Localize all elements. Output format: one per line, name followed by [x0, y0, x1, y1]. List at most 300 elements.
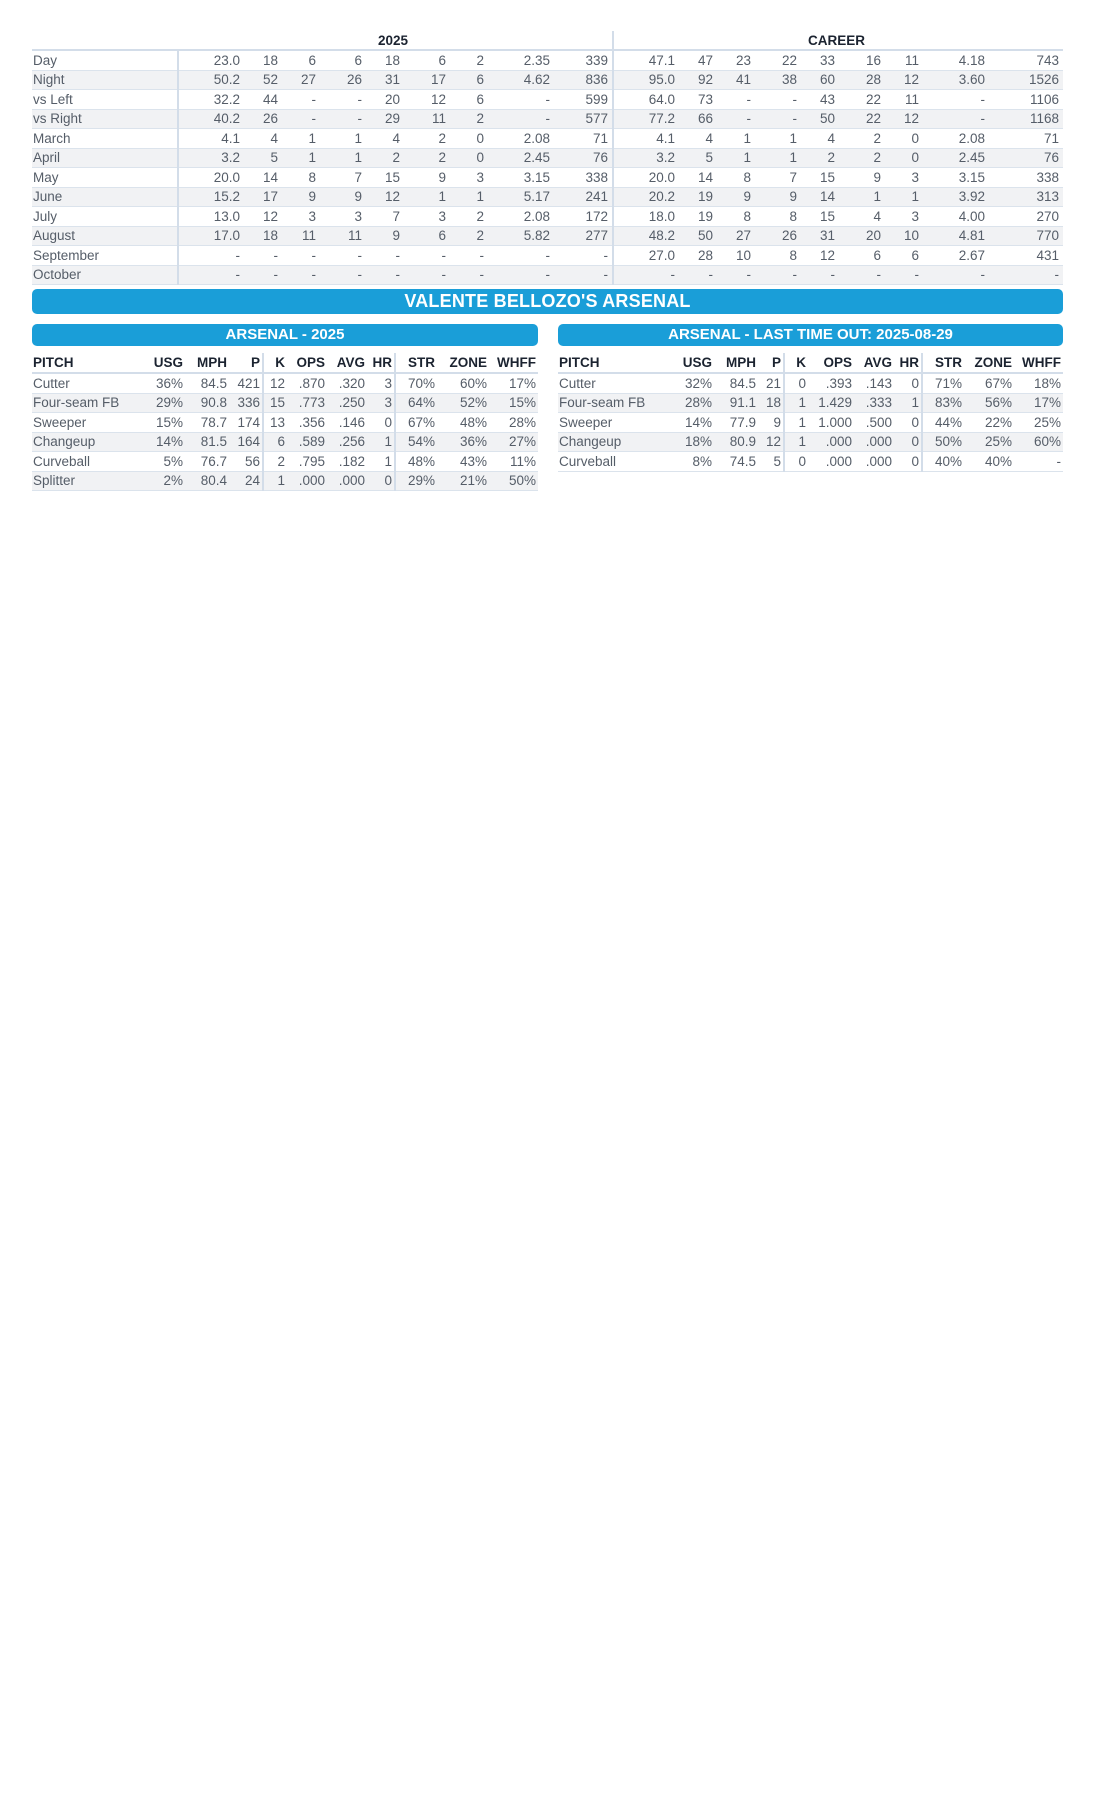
pitch-stat: .250: [327, 393, 367, 413]
stat-cell-2025: 9: [320, 187, 366, 207]
stat-cell-2025: 40.2: [178, 109, 244, 129]
stat-cell-2025: 7: [320, 168, 366, 188]
stat-cell-career: -: [923, 265, 989, 285]
stat-cell-career: 18.0: [613, 207, 679, 227]
pitch-stat: 1: [263, 471, 287, 491]
stat-cell-career: -: [989, 265, 1063, 285]
column-header: STR: [395, 353, 437, 373]
stat-cell-career: -: [755, 265, 801, 285]
pitch-stat: 1: [784, 432, 808, 452]
stat-cell-2025: 3: [282, 207, 320, 227]
stat-cell-2025: 6: [320, 50, 366, 70]
stat-cell-career: 7: [755, 168, 801, 188]
arsenal-season-table: [32, 353, 538, 491]
stat-cell-career: 3: [885, 168, 923, 188]
column-header: AVG: [327, 353, 367, 373]
split-row: [32, 187, 1063, 207]
splits-header-row: [32, 31, 1063, 50]
stat-cell-2025: 8: [282, 168, 320, 188]
stat-cell-2025: 52: [244, 70, 282, 90]
pitch-stat: 80.4: [185, 471, 229, 491]
pitch-row: [32, 393, 538, 413]
split-label: March: [32, 129, 178, 149]
stat-cell-career: 4.18: [923, 50, 989, 70]
arsenal-banner: VALENTE BELLOZO'S ARSENAL: [32, 289, 1063, 314]
stat-cell-career: 19: [679, 187, 717, 207]
stat-cell-career: 1168: [989, 109, 1063, 129]
stat-cell-2025: -: [320, 90, 366, 110]
pitch-stat: 15%: [489, 393, 538, 413]
stat-cell-2025: 18: [366, 50, 404, 70]
stat-cell-2025: 17: [244, 187, 282, 207]
stat-cell-2025: 27: [282, 70, 320, 90]
stat-cell-career: 26: [755, 226, 801, 246]
pitch-stat: 1: [367, 432, 395, 452]
pitch-stat: 32%: [674, 373, 714, 393]
stat-cell-2025: 18: [244, 226, 282, 246]
pitch-stat: 71%: [922, 373, 964, 393]
group-header-2025: 2025: [178, 31, 613, 50]
stat-cell-2025: -: [282, 90, 320, 110]
stat-cell-2025: -: [320, 246, 366, 266]
stat-cell-2025: -: [320, 109, 366, 129]
stat-cell-career: -: [717, 265, 755, 285]
pitch-stat: 48%: [437, 413, 489, 433]
stat-cell-career: 20.2: [613, 187, 679, 207]
pitch-stat: 28%: [674, 393, 714, 413]
stat-cell-2025: 1: [282, 129, 320, 149]
stat-cell-career: 38: [755, 70, 801, 90]
pitch-stat: 91.1: [714, 393, 758, 413]
stat-cell-career: 770: [989, 226, 1063, 246]
pitch-stat: .000: [808, 432, 854, 452]
split-row: [32, 129, 1063, 149]
stat-cell-career: -: [717, 109, 755, 129]
column-header: K: [263, 353, 287, 373]
split-row: [32, 148, 1063, 168]
stat-cell-2025: 4.1: [178, 129, 244, 149]
pitch-stat: 0: [894, 432, 922, 452]
pitch-stat: 18%: [674, 432, 714, 452]
pitch-stat: 12: [263, 373, 287, 393]
split-row: [32, 70, 1063, 90]
stat-cell-career: -: [755, 109, 801, 129]
stat-cell-career: 8: [717, 207, 755, 227]
split-label: Night: [32, 70, 178, 90]
stat-cell-career: 4.81: [923, 226, 989, 246]
pitch-row: [558, 432, 1063, 452]
stat-cell-2025: 0: [450, 148, 488, 168]
pitch-stat: .182: [327, 452, 367, 472]
pitch-stat: 0: [894, 413, 922, 433]
stat-cell-2025: -: [450, 246, 488, 266]
column-header: K: [784, 353, 808, 373]
pitch-stat: 60%: [1014, 432, 1063, 452]
stat-cell-career: 313: [989, 187, 1063, 207]
arsenal-last-outing-banner: ARSENAL - LAST TIME OUT: 2025-08-29: [558, 324, 1063, 346]
column-header: HR: [894, 353, 922, 373]
pitch-stat: 36%: [437, 432, 489, 452]
stat-cell-career: 10: [717, 246, 755, 266]
stat-cell-2025: 6: [282, 50, 320, 70]
pitch-stat: 25%: [964, 432, 1014, 452]
pitch-stat: 80.9: [714, 432, 758, 452]
stat-cell-career: 47: [679, 50, 717, 70]
stat-cell-career: 66: [679, 109, 717, 129]
stat-cell-2025: 1: [282, 148, 320, 168]
stat-cell-career: 1526: [989, 70, 1063, 90]
stat-cell-career: 12: [885, 70, 923, 90]
column-header: OPS: [287, 353, 327, 373]
stat-cell-2025: 26: [320, 70, 366, 90]
pitch-stat: 40%: [922, 452, 964, 472]
stat-cell-2025: 3: [320, 207, 366, 227]
pitch-stat: .143: [854, 373, 894, 393]
stat-cell-2025: 6: [450, 90, 488, 110]
stat-cell-2025: 29: [366, 109, 404, 129]
stat-cell-2025: 1: [320, 129, 366, 149]
stat-cell-career: -: [923, 90, 989, 110]
pitch-name: Changeup: [32, 432, 145, 452]
stat-cell-2025: 1: [404, 187, 450, 207]
stat-cell-2025: 71: [554, 129, 613, 149]
stat-cell-2025: 18: [244, 50, 282, 70]
split-row: [32, 50, 1063, 70]
pitch-stat: .773: [287, 393, 327, 413]
stat-cell-career: 71: [989, 129, 1063, 149]
column-header: OPS: [808, 353, 854, 373]
stat-cell-2025: 17: [404, 70, 450, 90]
pitch-stat: 1: [784, 393, 808, 413]
pitch-stat: 36%: [145, 373, 185, 393]
pitch-stat: .000: [327, 471, 367, 491]
stat-cell-career: 8: [755, 207, 801, 227]
pitch-stat: .000: [854, 432, 894, 452]
stat-cell-2025: 2.35: [488, 50, 554, 70]
stat-cell-2025: 3: [450, 168, 488, 188]
stat-cell-career: -: [755, 90, 801, 110]
stat-cell-career: -: [839, 265, 885, 285]
stat-cell-2025: -: [366, 246, 404, 266]
stat-cell-career: 1: [885, 187, 923, 207]
pitch-stat: 84.5: [185, 373, 229, 393]
stat-cell-career: 2.45: [923, 148, 989, 168]
split-label: April: [32, 148, 178, 168]
pitch-stat: 0: [784, 452, 808, 472]
stat-cell-career: 12: [885, 109, 923, 129]
pitch-stat: 83%: [922, 393, 964, 413]
stat-cell-career: 10: [885, 226, 923, 246]
pitch-stat: 22%: [964, 413, 1014, 433]
column-header: MPH: [185, 353, 229, 373]
splits-table: [32, 31, 1063, 285]
pitch-stat: 25%: [1014, 413, 1063, 433]
pitch-row: [558, 393, 1063, 413]
stat-cell-career: 8: [755, 246, 801, 266]
pitch-stat: .870: [287, 373, 327, 393]
stat-cell-career: 76: [989, 148, 1063, 168]
stat-cell-career: 14: [801, 187, 839, 207]
split-row: [32, 265, 1063, 285]
pitch-name: Four-seam FB: [558, 393, 674, 413]
pitch-stat: 3: [367, 373, 395, 393]
stat-cell-2025: 2.08: [488, 207, 554, 227]
pitch-stat: 164: [229, 432, 263, 452]
stat-cell-2025: -: [244, 246, 282, 266]
pitch-stat: 5%: [145, 452, 185, 472]
stat-cell-career: 1: [755, 148, 801, 168]
stat-cell-career: 9: [839, 168, 885, 188]
stat-cell-2025: 12: [404, 90, 450, 110]
stat-cell-career: 4: [801, 129, 839, 149]
pitch-stat: 1.429: [808, 393, 854, 413]
column-header: P: [758, 353, 784, 373]
stat-cell-career: 2: [801, 148, 839, 168]
pitch-stat: 2: [263, 452, 287, 472]
stat-cell-2025: 76: [554, 148, 613, 168]
stat-cell-2025: 4: [366, 129, 404, 149]
stat-cell-2025: -: [554, 246, 613, 266]
stat-cell-2025: 6: [404, 226, 450, 246]
stat-cell-2025: 14: [244, 168, 282, 188]
pitch-stat: 43%: [437, 452, 489, 472]
stat-cell-career: 4: [839, 207, 885, 227]
stat-cell-2025: 241: [554, 187, 613, 207]
stat-cell-2025: -: [178, 246, 244, 266]
pitch-stat: .333: [854, 393, 894, 413]
stat-cell-2025: 9: [282, 187, 320, 207]
pitch-stat: 14%: [674, 413, 714, 433]
pitch-stat: 13: [263, 413, 287, 433]
stat-cell-career: 1: [717, 148, 755, 168]
stat-cell-2025: 6: [404, 50, 450, 70]
stat-cell-2025: -: [320, 265, 366, 285]
pitch-stat: .500: [854, 413, 894, 433]
stat-cell-career: 43: [801, 90, 839, 110]
stat-cell-career: 0: [885, 129, 923, 149]
stat-cell-2025: 31: [366, 70, 404, 90]
stat-cell-career: 22: [839, 90, 885, 110]
stat-cell-2025: -: [404, 246, 450, 266]
stat-cell-2025: -: [282, 265, 320, 285]
stat-cell-career: 3.92: [923, 187, 989, 207]
stat-cell-2025: 5: [244, 148, 282, 168]
column-header: MPH: [714, 353, 758, 373]
stat-cell-career: 3.2: [613, 148, 679, 168]
pitch-stat: 50%: [489, 471, 538, 491]
pitch-stat: 14%: [145, 432, 185, 452]
column-header: USG: [145, 353, 185, 373]
pitch-stat: .320: [327, 373, 367, 393]
stat-cell-career: 28: [679, 246, 717, 266]
stat-cell-career: 14: [679, 168, 717, 188]
column-header: USG: [674, 353, 714, 373]
pitch-stat: 0: [894, 452, 922, 472]
stat-cell-2025: -: [450, 265, 488, 285]
stat-cell-career: 60: [801, 70, 839, 90]
stat-cell-career: 11: [885, 90, 923, 110]
pitch-stat: 0: [367, 413, 395, 433]
stat-cell-2025: 2: [450, 207, 488, 227]
stat-cell-2025: 0: [450, 129, 488, 149]
arsenal-last-table: [558, 353, 1063, 472]
stat-cell-2025: 9: [404, 168, 450, 188]
pitch-stat: 84.5: [714, 373, 758, 393]
pitch-stat: 64%: [395, 393, 437, 413]
pitch-name: Changeup: [558, 432, 674, 452]
pitch-stat: 27%: [489, 432, 538, 452]
stat-cell-career: 31: [801, 226, 839, 246]
pitch-stat: 6: [263, 432, 287, 452]
stat-cell-career: -: [679, 265, 717, 285]
stat-cell-2025: 277: [554, 226, 613, 246]
stat-cell-2025: 7: [366, 207, 404, 227]
pitch-stat: 24: [229, 471, 263, 491]
stat-cell-career: 22: [839, 109, 885, 129]
stat-cell-career: 2: [839, 129, 885, 149]
pitch-stat: 56: [229, 452, 263, 472]
stat-cell-2025: 836: [554, 70, 613, 90]
pitch-stat: 421: [229, 373, 263, 393]
split-row: [32, 246, 1063, 266]
pitch-stat: .000: [287, 471, 327, 491]
stat-cell-2025: 17.0: [178, 226, 244, 246]
stat-cell-2025: -: [488, 109, 554, 129]
stat-cell-2025: 1: [320, 148, 366, 168]
stat-cell-career: 28: [839, 70, 885, 90]
pitch-stat: 5: [758, 452, 784, 472]
pitch-stat: 40%: [964, 452, 1014, 472]
pitch-row: [32, 413, 538, 433]
stat-cell-2025: 5.82: [488, 226, 554, 246]
stat-cell-career: 2.67: [923, 246, 989, 266]
column-header: ZONE: [964, 353, 1014, 373]
stat-cell-2025: -: [488, 246, 554, 266]
pitch-stat: 1: [784, 413, 808, 433]
stat-cell-career: 6: [839, 246, 885, 266]
pitch-name: Curveball: [32, 452, 145, 472]
arsenal-header-row: [558, 353, 1063, 373]
stat-cell-2025: 11: [282, 226, 320, 246]
stat-cell-career: 27.0: [613, 246, 679, 266]
splits-header-blank: [32, 31, 178, 50]
stat-cell-2025: 2: [404, 148, 450, 168]
pitch-stat: 70%: [395, 373, 437, 393]
pitch-stat: 48%: [395, 452, 437, 472]
stat-cell-career: 22: [755, 50, 801, 70]
stat-cell-2025: 9: [366, 226, 404, 246]
stat-cell-career: 0: [885, 148, 923, 168]
pitch-stat: 2%: [145, 471, 185, 491]
stat-cell-2025: -: [282, 246, 320, 266]
stat-cell-career: 11: [885, 50, 923, 70]
stat-cell-2025: -: [404, 265, 450, 285]
stat-cell-2025: 3: [404, 207, 450, 227]
stat-cell-2025: 338: [554, 168, 613, 188]
pitch-name: Cutter: [32, 373, 145, 393]
stat-cell-career: 3: [885, 207, 923, 227]
stat-cell-career: 1106: [989, 90, 1063, 110]
stat-cell-career: 27: [717, 226, 755, 246]
pitch-row: [32, 373, 538, 393]
split-label: vs Left: [32, 90, 178, 110]
stat-cell-2025: 12: [244, 207, 282, 227]
stat-cell-2025: 339: [554, 50, 613, 70]
pitch-stat: 1: [367, 452, 395, 472]
stat-cell-career: 41: [717, 70, 755, 90]
stat-cell-2025: 599: [554, 90, 613, 110]
pitch-stat: 28%: [489, 413, 538, 433]
pitch-stat: .393: [808, 373, 854, 393]
stat-cell-2025: 2.08: [488, 129, 554, 149]
stat-cell-career: 48.2: [613, 226, 679, 246]
stat-cell-career: 50: [801, 109, 839, 129]
pitch-stat: 29%: [395, 471, 437, 491]
stat-cell-2025: 20.0: [178, 168, 244, 188]
pitch-row: [558, 413, 1063, 433]
pitch-stat: 8%: [674, 452, 714, 472]
split-label: Day: [32, 50, 178, 70]
stat-cell-career: 47.1: [613, 50, 679, 70]
pitch-stat: 3: [367, 393, 395, 413]
stat-cell-2025: 5.17: [488, 187, 554, 207]
pitch-stat: 12: [758, 432, 784, 452]
pitch-stat: .146: [327, 413, 367, 433]
pitch-name: Splitter: [32, 471, 145, 491]
pitch-stat: 1: [894, 393, 922, 413]
stat-cell-2025: 23.0: [178, 50, 244, 70]
stat-cell-2025: 15.2: [178, 187, 244, 207]
stat-cell-2025: 44: [244, 90, 282, 110]
stat-cell-career: 431: [989, 246, 1063, 266]
pitch-stat: 17%: [489, 373, 538, 393]
pitch-stat: 67%: [395, 413, 437, 433]
stat-cell-2025: 2: [450, 109, 488, 129]
stat-cell-2025: 6: [450, 70, 488, 90]
pitch-stat: .589: [287, 432, 327, 452]
stat-cell-career: 15: [801, 207, 839, 227]
pitch-stat: 11%: [489, 452, 538, 472]
stat-cell-2025: -: [366, 265, 404, 285]
stat-cell-2025: 11: [404, 109, 450, 129]
stat-cell-career: 73: [679, 90, 717, 110]
stat-cell-2025: 2: [366, 148, 404, 168]
stat-cell-career: 64.0: [613, 90, 679, 110]
stat-cell-career: 1: [839, 187, 885, 207]
stat-cell-career: 12: [801, 246, 839, 266]
stat-cell-career: 1: [755, 129, 801, 149]
stat-cell-career: 23: [717, 50, 755, 70]
stat-cell-2025: 1: [450, 187, 488, 207]
split-label: July: [32, 207, 178, 227]
pitch-stat: 52%: [437, 393, 489, 413]
stat-cell-career: -: [801, 265, 839, 285]
pitch-stat: 74.5: [714, 452, 758, 472]
pitch-stat: 15%: [145, 413, 185, 433]
column-header: PITCH: [558, 353, 674, 373]
pitch-row: [32, 432, 538, 452]
pitch-stat: .795: [287, 452, 327, 472]
stat-cell-2025: -: [244, 265, 282, 285]
stat-cell-2025: 2: [450, 226, 488, 246]
stat-cell-career: 4.1: [613, 129, 679, 149]
stat-cell-2025: 172: [554, 207, 613, 227]
stat-cell-2025: 20: [366, 90, 404, 110]
pitch-stat: 81.5: [185, 432, 229, 452]
stat-cell-career: 19: [679, 207, 717, 227]
pitch-stat: 17%: [1014, 393, 1063, 413]
column-header: HR: [367, 353, 395, 373]
